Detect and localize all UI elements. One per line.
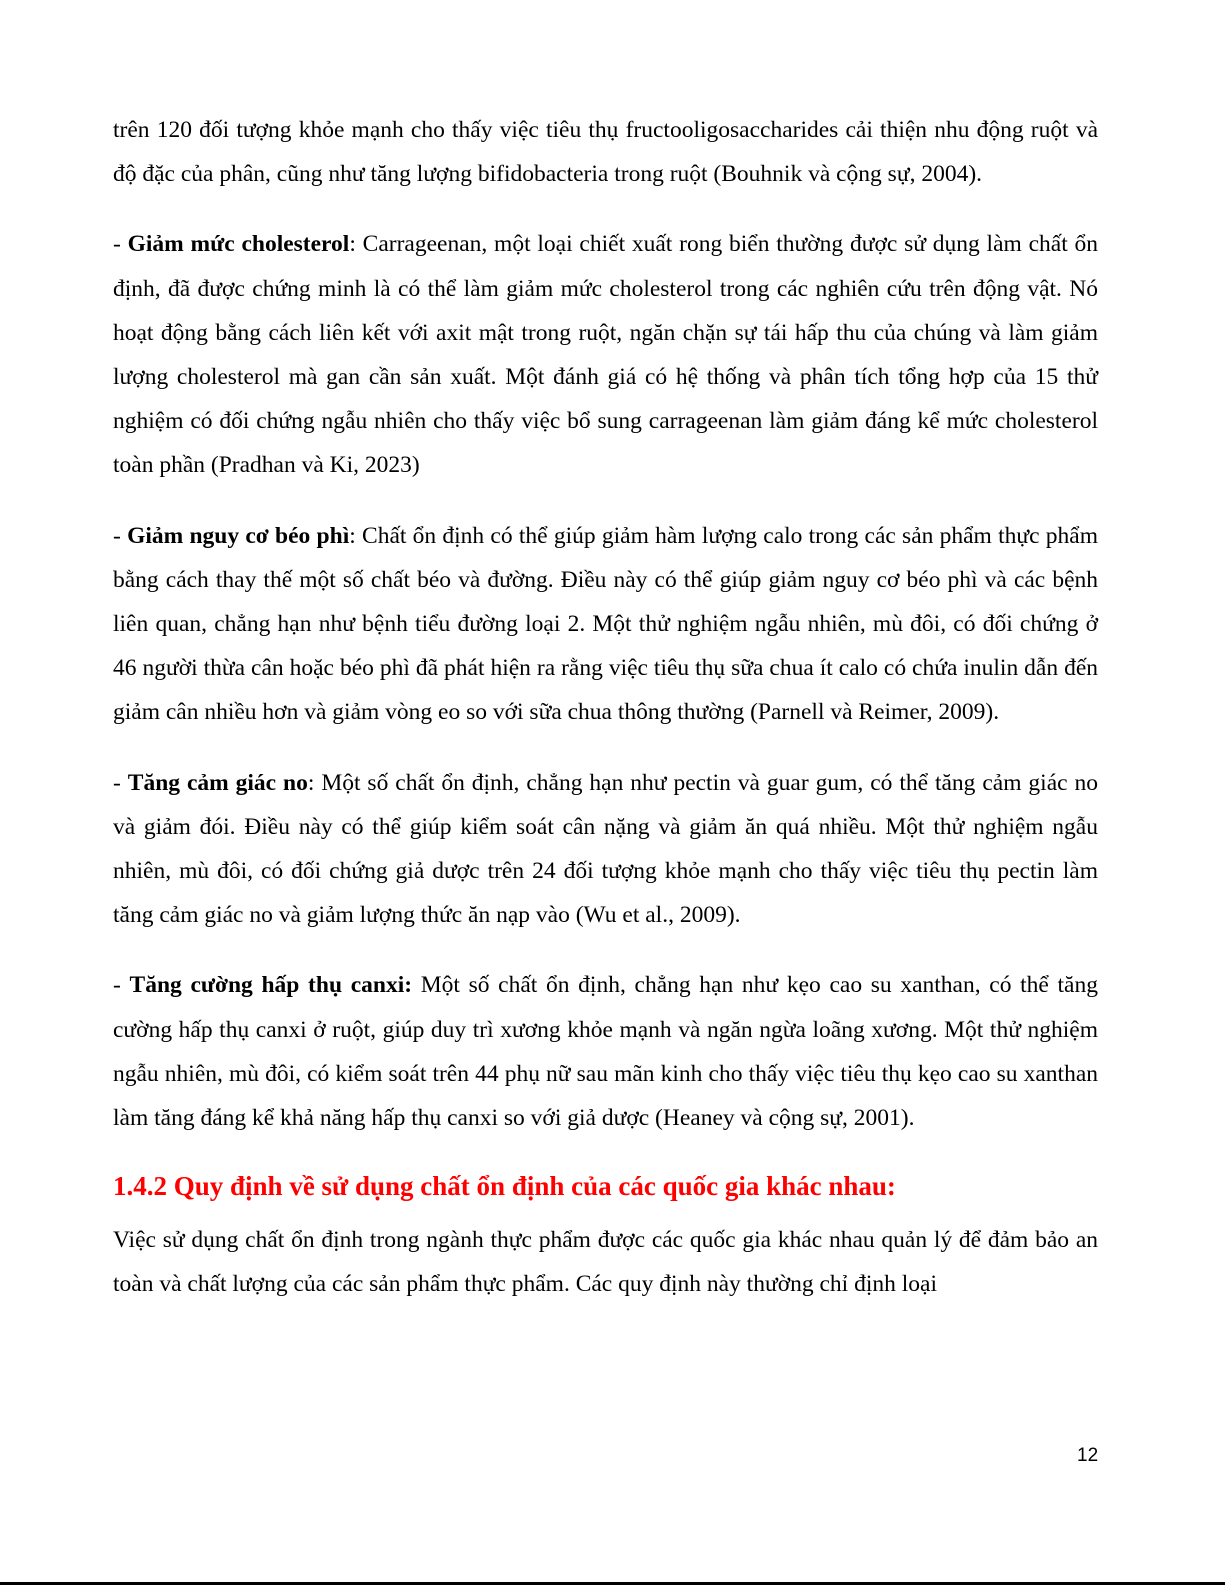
body-cholesterol: : Carrageenan, một loại chiết xuất rong biển thường được sử dụng làm chất ổn định, đã được chứng minh là có thể làm giảm mức cholesterol trong các nghiên cứu trên động vật. Nó hoạt động bằng cách liên kết với axit mật trong ruột, ngăn chặn sự tái hấp thu của chúng và làm giảm lượng cholesterol mà gan cần sản xuất. Một đánh giá có hệ thống và phân tích tổng hợp của 15 thử nghiệm có đối chứng ngẫu nhiên cho thấy việc bổ sung carrageenan làm giảm đáng kể mức cholesterol toàn phần (Pradhan và Ki, 2023): [113, 231, 1099, 479]
paragraph-obesity: [113, 514, 1098, 735]
bullet-prefix: -: [113, 972, 130, 999]
section-heading: 1.4.2 Quy định về sử dụng chất ổn định của các quốc gia khác nhau:: [113, 1171, 896, 1202]
paragraph-intro: trên 120 đối tượng khỏe mạnh cho thấy việc tiêu thụ fructooligosaccharides cải thiện nhu động ruột và độ đặc của phân, cũng như tăng lượng bifidobacteria trong ruột (Bouhnik và cộng sự, 2004).: [113, 117, 1098, 188]
bullet-prefix: -: [113, 231, 128, 258]
paragraph-cholesterol: [113, 222, 1098, 487]
term-obesity: Giảm nguy cơ béo phì: [127, 522, 350, 549]
paragraph-satiety: [113, 761, 1098, 938]
document-page: [113, 108, 1098, 1307]
body-satiety: : Một số chất ổn định, chẳng hạn như pectin và guar gum, có thể tăng cảm giác no và giảm đói. Điều này có thể giúp kiểm soát cân nặng và giảm ăn quá nhiều. Một thử nghiệm ngẫu nhiên, mù đôi, có đối chứng giả dược trên 24 đối tượng khỏe mạnh cho thấy việc tiêu thụ pectin làm tăng cảm giác no và giảm lượng thức ăn nạp vào (Wu et al., 2009).: [113, 769, 1099, 929]
paragraph-regulation: Việc sử dụng chất ổn định trong ngành thực phẩm được các quốc gia khác nhau quản lý để đảm bảo an toàn và chất lượng của các sản phẩm thực phẩm. Các quy định này thường chỉ định loại: [113, 1227, 1098, 1298]
bullet-prefix: -: [113, 769, 128, 796]
body-calcium: Một số chất ổn định, chẳng hạn như kẹo cao su xanthan, có thể tăng cường hấp thụ canxi ở ruột, giúp duy trì xương khỏe mạnh và ngăn ngừa loãng xương. Một thử nghiệm ngẫu nhiên, mù đôi, có kiểm soát trên 44 phụ nữ sau mãn kinh cho thấy việc tiêu thụ kẹo cao su xanthan làm tăng đáng kể khả năng hấp thụ canxi so với giả dược (Heaney và cộng sự, 2001).: [113, 972, 1098, 1132]
term-satiety: Tăng cảm giác no: [127, 769, 308, 796]
page-number: 12: [1077, 1445, 1099, 1466]
paragraph-calcium: [113, 963, 1098, 1140]
term-calcium: Tăng cường hấp thụ canxi:: [129, 972, 413, 999]
bullet-prefix: -: [113, 522, 128, 549]
term-cholesterol: Giảm mức cholesterol: [127, 231, 350, 258]
body-obesity: : Chất ổn định có thể giúp giảm hàm lượng calo trong các sản phẩm thực phẩm bằng cách thay thế một số chất béo và đường. Điều này có thể giúp giảm nguy cơ béo phì và các bệnh liên quan, chẳng hạn như bệnh tiểu đường loại 2. Một thử nghiệm ngẫu nhiên, mù đôi, có đối chứng ở 46 người thừa cân hoặc béo phì đã phát hiện ra rằng việc tiêu thụ sữa chua ít calo có chứa inulin dẫn đến giảm cân nhiều hơn và giảm vòng eo so với sữa chua thông thường (Parnell và Reimer, 2009).: [113, 522, 1098, 726]
